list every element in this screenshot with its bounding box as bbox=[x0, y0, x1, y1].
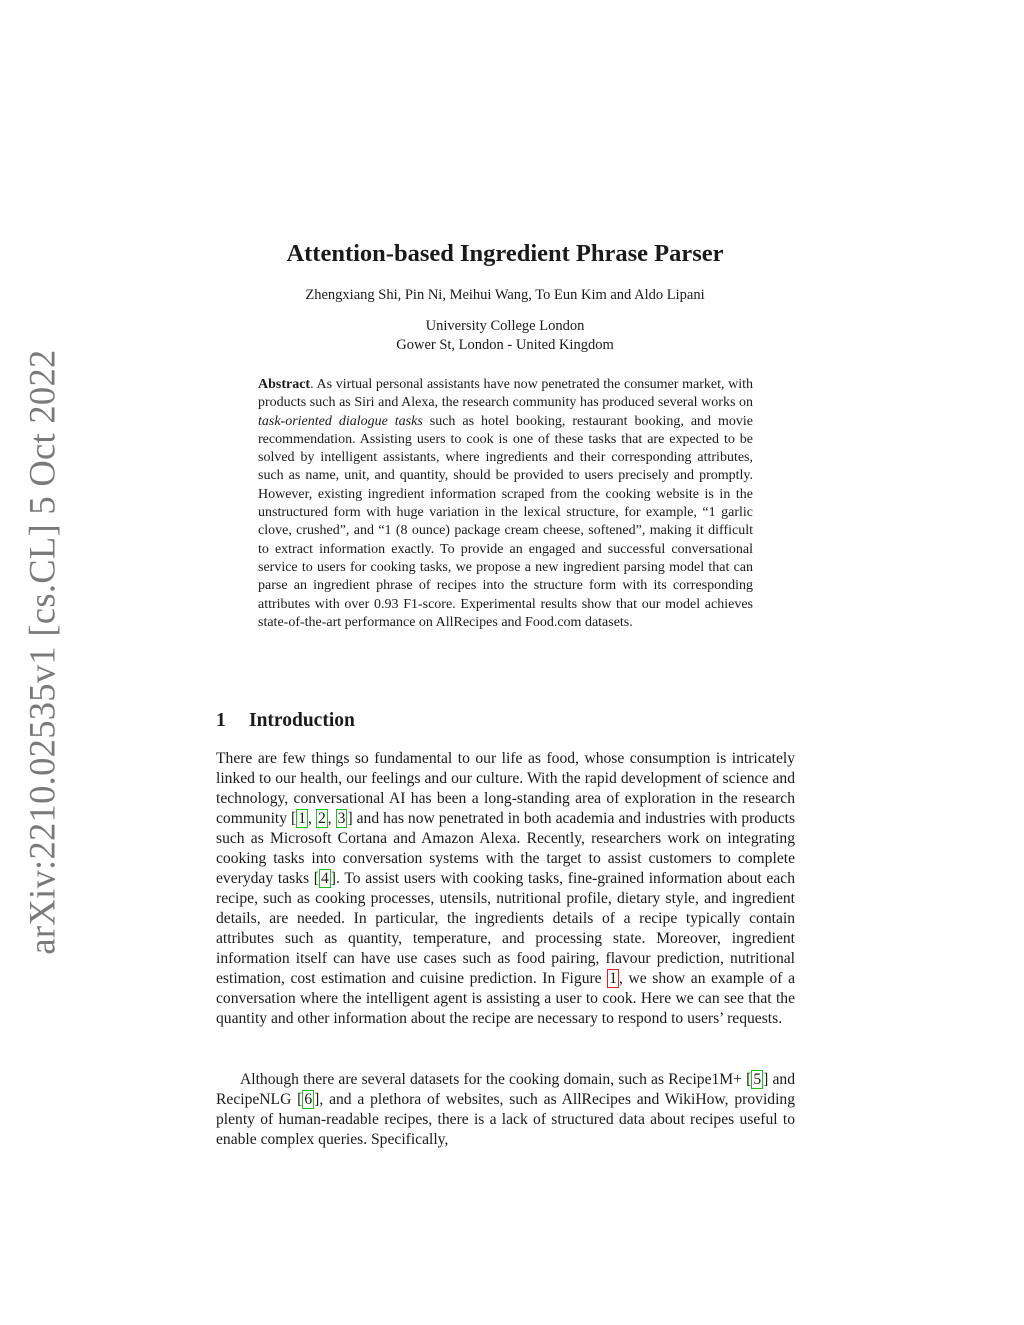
intro-p2-text-1: Although there are several datasets for the cooking domain, such as Recipe1M+ [ bbox=[240, 1071, 752, 1088]
intro-p1-text-4: , we show an example of a conversation where the intelligent agent is assisting a user to cook. Here we can see that the quantity and other information about the recipe are necessary to respond to users’ requests. bbox=[216, 970, 796, 1027]
citation-link-5[interactable]: 5 bbox=[753, 1071, 762, 1088]
abstract-text-1: . As virtual personal assistants have now penetrated the consumer market, with products such as Siri and Alexa, the research community has produced several works on bbox=[258, 377, 753, 411]
abstract-label: Abstract bbox=[258, 377, 311, 392]
citation-link-3[interactable]: 3 bbox=[337, 810, 346, 827]
intro-paragraph-2 bbox=[216, 1070, 795, 1150]
paper-title: Attention-based Ingredient Phrase Parser bbox=[286, 240, 724, 267]
arxiv-identifier: arXiv:2210.02535v1 [cs.CL] 5 Oct 2022 bbox=[21, 349, 63, 955]
arxiv-stamp bbox=[0, 0, 63, 1325]
section-heading-introduction bbox=[216, 710, 355, 732]
abstract-emphasis: task-oriented dialogue tasks bbox=[258, 413, 423, 429]
affiliation-line-1: University College London bbox=[425, 318, 585, 334]
citation-link-1[interactable]: 1 bbox=[298, 810, 307, 827]
intro-p1-text-2: ] and has now penetrated in both academia and industries with products such as Microsoft Cortana and Amazon Alexa. Recently, researchers work on integrating cooking tasks into conversation systems with the target to assist customers to complete everyday tasks [ bbox=[216, 810, 796, 887]
intro-p1-text-3: ]. To assist users with cooking tasks, fine-grained information about each recipe, such as cooking processes, utensils, nutritional profile, dietary style, and ingredient details, are needed. In particular, the ingredients details of a recipe typically contain attributes such as quantity, temperature, and processing state. Moreover, ingredient information itself can have use cases such as food pairing, flavour prediction, nutritional estimation, cost estimation and cuisine prediction. In Figure bbox=[216, 870, 795, 987]
intro-p2-text-2: ] and RecipeNLG [ bbox=[216, 1071, 796, 1108]
section-title: Introduction bbox=[249, 710, 355, 731]
affiliation-line-2: Gower St, London - United Kingdom bbox=[396, 337, 614, 353]
intro-p1-text-1: There are few things so fundamental to our life as food, whose consumption is intricately linked to our health, our feelings and our culture. With the rapid development of science and technology, conversational AI has been a long-standing area of exploration in the research community [ bbox=[216, 750, 795, 827]
section-number: 1 bbox=[216, 710, 226, 731]
abstract-text-2: such as hotel booking, restaurant booking, and movie recommendation. Assisting users to cook is one of these tasks that are expected to be solved by intelligent assistants, where ingredients and their corresponding attributes, such as name, unit, and quantity, should be provided to users precisely and promptly. However, existing ingredient information scraped from the cooking website is in the unstructured form with huge variation in the lexical structure, for example, “1 garlic clove, crushed”, and “1 (8 ounce) package cream cheese, softened”, making it difficult to extract information exactly. To provide an engaged and successful conversational service to users for cooking tasks, we propose a new ingredient parsing model that can parse an ingredient phrase of recipes into the structure form with its corresponding attributes with over 0.93 F1-score. Experimental results show that our model achieves state-of-the-art performance on AllRecipes and Food.com datasets. bbox=[258, 413, 753, 630]
intro-paragraph-1: There are few things so fundamental to our life as food, whose consumption is intricately linked to our health, our feelings and our culture. With the rapid development of science and technology, conversational AI has been a long-standing area of exploration in the research community [ 1 , 2 , 3 ] and has now penetrated in both academia and industries with products such as Microsoft Cortana and Amazon Alexa. Recently, researchers work on integrating cooking tasks into conversation systems with the target to assist customers to complete everyday tasks [ 4 ]. To assist users with cooking tasks, fine-grained information about each recipe, such as cooking processes, utensils, nutritional profile, dietary style, and ingredient details, are needed. In particular, the ingredients details of a recipe typically contain attributes such as quantity, temperature, and processing state. Moreover, ingredient information itself can have use cases such as food pairing, flavour prediction, nutritional estimation, cost estimation and cuisine prediction. In Figure 1 , we show an example of a conversation where the intelligent agent is assisting a user to cook. Here we can see that the quantity and other information about the recipe are necessary to respond to users’ requests. bbox=[216, 750, 796, 1027]
author-list: Zhengxiang Shi, Pin Ni, Meihui Wang, To Eun Kim and Aldo Lipani bbox=[305, 287, 705, 303]
citation-link-2[interactable]: 2 bbox=[317, 810, 326, 827]
figure-link-1[interactable]: 1 bbox=[609, 970, 617, 987]
intro-p2-text-3: ], and a plethora of websites, such as AllRecipes and WikiHow, providing plenty of human-readable recipes, there is a lack of structured data about recipes useful to enable complex queries. Specifically, bbox=[216, 1091, 795, 1148]
citation-link-6[interactable]: 6 bbox=[304, 1091, 313, 1108]
citation-link-4[interactable]: 4 bbox=[320, 870, 329, 887]
abstract bbox=[258, 376, 753, 632]
